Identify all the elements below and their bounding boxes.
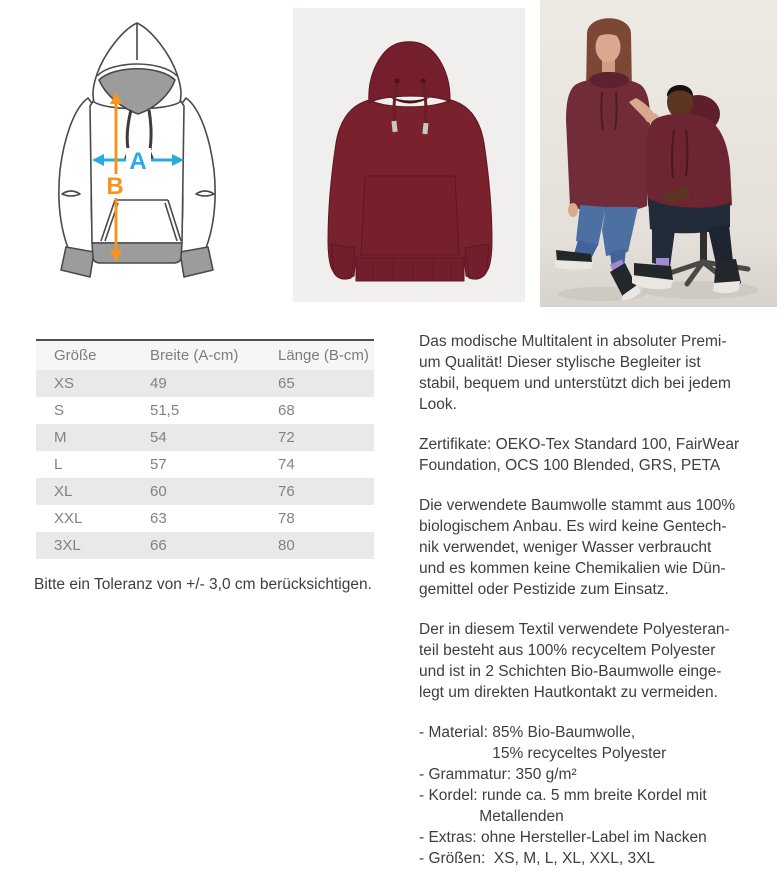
table-cell: M: [54, 429, 67, 446]
models-photo-svg: [540, 0, 777, 307]
sleeve-right: [180, 98, 215, 252]
text-line: Zertifikate: OEKO-Tex Standard 100, FairWear: [419, 436, 740, 453]
cuff-left: [61, 247, 94, 277]
column-header-laenge: Länge (B-cm): [273, 340, 374, 370]
text-line: - Extras: ohne Hersteller-Label im Nacken: [419, 829, 707, 846]
text-line: und ist in 2 Schichten Bio-Baumwolle einge-: [419, 663, 722, 680]
description-paragraph: [419, 434, 771, 476]
text-line: Foundation, OCS 100 Blended, GRS, PETA: [419, 457, 721, 474]
eyelet-right: [420, 78, 425, 83]
description-paragraph: [419, 619, 771, 703]
table-cell: 78: [278, 510, 295, 527]
table-cell: 66: [150, 537, 167, 554]
text-line: gemittel oder Pestizide zum Einsatz.: [419, 581, 669, 598]
text-line: - Material: 85% Bio-Baumwolle,: [419, 724, 636, 741]
table-cell: 63: [150, 510, 167, 527]
hoodie-diagram-svg: [30, 10, 270, 300]
text-line: biologischem Anbau. Es wird keine Gentech-: [419, 518, 727, 535]
text-line: - Grammatur: 350 g/m²: [419, 766, 577, 783]
hem-ribbing: [356, 258, 464, 281]
table-cell: 72: [278, 429, 295, 446]
table-row: [36, 505, 374, 532]
table-cell: 76: [278, 483, 295, 500]
table-cell: 80: [278, 537, 295, 554]
length-arrow-label: B: [106, 173, 124, 200]
table-cell: 3XL: [54, 537, 81, 554]
text-line: 15% recyceltes Polyester: [419, 745, 667, 762]
table-row: [36, 478, 374, 505]
table-cell: XS: [54, 375, 75, 392]
text-line: teil besteht aus 100% recyceltem Polyester: [419, 642, 716, 659]
size-table-body: [36, 370, 374, 559]
text-line: - Größen: XS, M, L, XL, XXL, 3XL: [419, 850, 656, 867]
table-cell: S: [54, 402, 65, 419]
width-arrow-label: A: [129, 148, 147, 175]
cuff-right: [465, 244, 489, 279]
table-cell: 57: [150, 456, 167, 473]
woman-hoodie: [566, 79, 650, 213]
text-line: Metallenden: [419, 808, 564, 825]
text-line: Die verwendete Baumwolle stammt aus 100%: [419, 497, 736, 514]
size-table-section: [36, 339, 374, 559]
table-cell: 65: [278, 375, 295, 392]
description-paragraph: [419, 331, 771, 415]
size-table-header-row: [36, 340, 374, 370]
table-cell: 74: [278, 456, 295, 473]
hoodie-models-photo: [540, 0, 777, 307]
description-paragraph: [419, 495, 771, 600]
table-cell: 68: [278, 402, 295, 419]
column-header-groesse: Größe: [36, 340, 145, 370]
table-cell: XXL: [54, 510, 83, 527]
table-cell: 60: [150, 483, 167, 500]
column-header-breite: Breite (A-cm): [145, 340, 273, 370]
kangaroo-pocket: [361, 176, 459, 255]
text-line: Der in diesem Textil verwendete Polyesteran-: [419, 621, 730, 638]
text-line: um Qualität! Dieser stylische Begleiter ist: [419, 354, 701, 371]
text-line: Das modische Multitalent in absoluter Premi-: [419, 333, 727, 350]
text-line: und es kommen keine Chemikalien wie Dün-: [419, 560, 726, 577]
product-description: [419, 331, 771, 888]
table-row: [36, 370, 374, 397]
size-table: [36, 339, 374, 559]
woman-hand: [568, 203, 578, 217]
table-cell: XL: [54, 483, 73, 500]
cuff-right: [180, 247, 213, 277]
eyelet-left: [394, 78, 399, 83]
text-line: Look.: [419, 396, 457, 413]
hem-band: [92, 243, 182, 263]
sleeve-left: [59, 98, 94, 252]
hoodie-size-diagram: [30, 10, 270, 300]
cuff-left: [331, 244, 355, 279]
text-line: legt um direkten Hautkontakt zu vermeiden.: [419, 684, 718, 701]
description-paragraph: [419, 722, 771, 869]
text-line: nik verwendet, weniger Wasser verbraucht: [419, 539, 712, 556]
man-hand: [676, 187, 690, 199]
woman-face: [596, 32, 621, 63]
table-row: [36, 397, 374, 424]
table-cell: 49: [150, 375, 167, 392]
table-cell: L: [54, 456, 63, 473]
woman-hood-bunch: [589, 72, 629, 88]
text-line: stabil, bequem und unterstützt dich bei jedem: [419, 375, 731, 392]
table-cell: 51,5: [150, 402, 180, 419]
text-line: - Kordel: runde ca. 5 mm breite Kordel mit: [419, 787, 707, 804]
product-photo-svg: [293, 8, 525, 302]
table-cell: 54: [150, 429, 167, 446]
table-row: [36, 532, 374, 559]
tolerance-note: Bitte ein Toleranz von +/- 3,0 cm berücksichtigen.: [34, 576, 372, 593]
table-row: [36, 451, 374, 478]
table-row: [36, 424, 374, 451]
hoodie-product-photo: [293, 8, 525, 302]
